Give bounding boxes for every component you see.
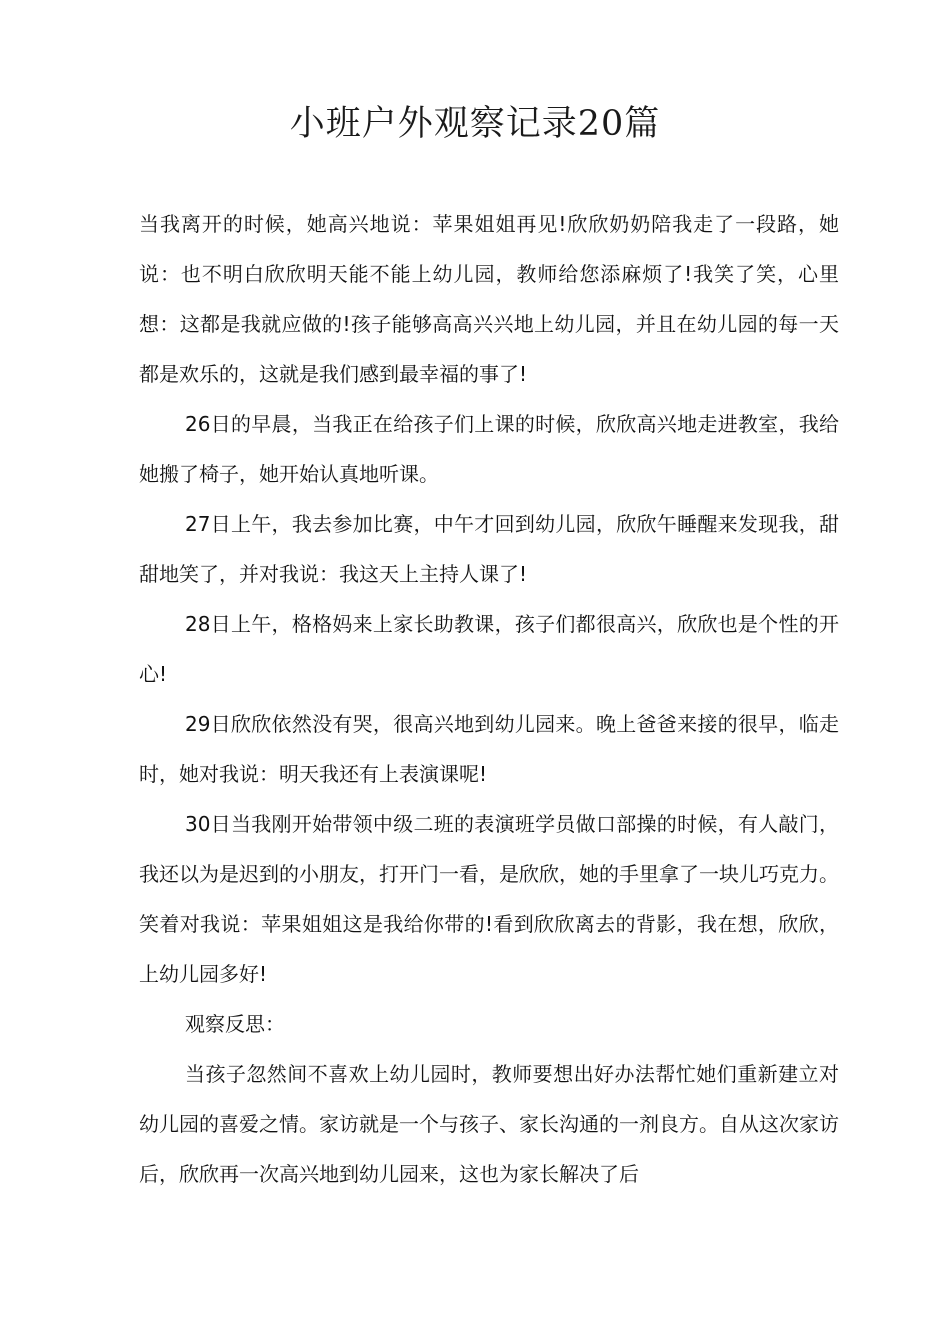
paragraph: 30日当我刚开始带领中级二班的表演班学员做口部操的时候，有人敲门，我还以为是迟到的小朋友，打开门一看，是欣欣，她的手里拿了一块儿巧克力。笑着对我说：苹果姐姐这是我给你带的!看到欣欣离去的背影，我在想，欣欣，上幼儿园多好! [139,812,839,986]
paragraph: 26日的早晨，当我正在给孩子们上课的时候，欣欣高兴地走进教室，我给她搬了椅子，她开始认真地听课。 [139,412,839,486]
document-body [139,199,839,1199]
document-title: 小班户外观察记录20篇 [289,104,661,144]
paragraph: 27日上午，我去参加比赛，中午才回到幼儿园，欣欣午睡醒来发现我，甜甜地笑了，并对我说：我这天上主持人课了! [139,512,839,586]
section-heading: 观察反思： [185,1012,285,1036]
paragraph: 当孩子忽然间不喜欢上幼儿园时，教师要想出好办法帮忙她们重新建立对幼儿园的喜爱之情。家访就是一个与孩子、家长沟通的一剂良方。自从这次家访后，欣欣再一次高兴地到幼儿园来，这也为家长解决了后 [139,1062,839,1186]
paragraph: 29日欣欣依然没有哭，很高兴地到幼儿园来。晚上爸爸来接的很早，临走时，她对我说：明天我还有上表演课呢! [139,712,839,786]
paragraph: 28日上午，格格妈来上家长助教课，孩子们都很高兴，欣欣也是个性的开心! [139,612,839,686]
paragraph: 当我离开的时候，她高兴地说：苹果姐姐再见!欣欣奶奶陪我走了一段路，她说：也不明白欣欣明天能不能上幼儿园，教师给您添麻烦了!我笑了笑，心里想：这都是我就应做的!孩子能够高高兴兴地上幼儿园，并且在幼儿园的每一天都是欢乐的，这就是我们感到最幸福的事了! [139,212,839,386]
